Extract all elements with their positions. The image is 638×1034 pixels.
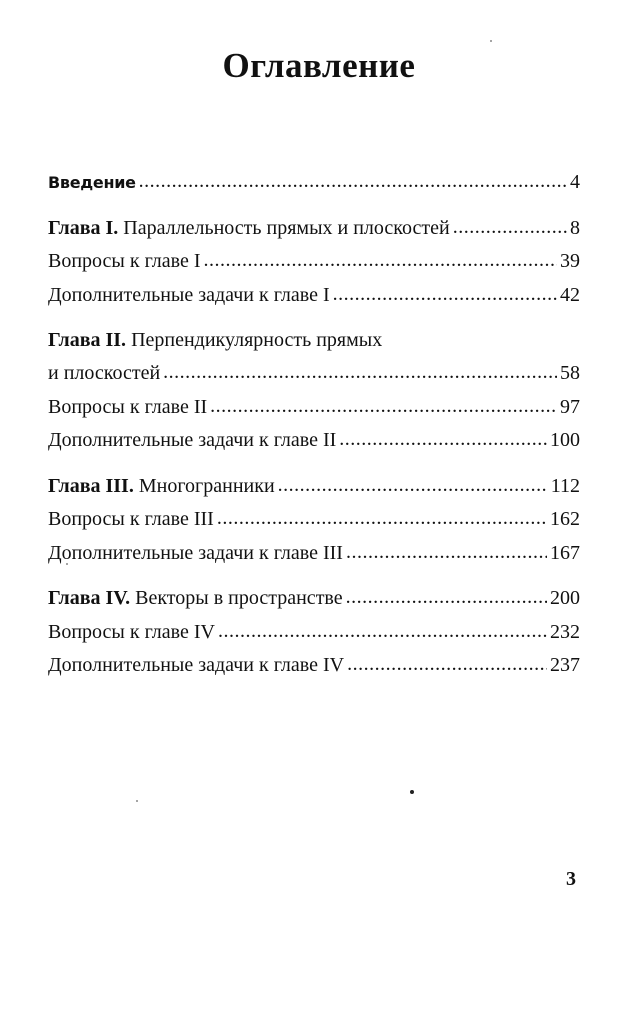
toc-page: 4 xyxy=(570,171,580,193)
toc-entry-chapter-1[interactable] xyxy=(48,212,580,246)
toc-label: Перпендикулярность прямых xyxy=(126,329,383,351)
toc-page: 39 xyxy=(560,250,580,272)
chapter-label: Глава IV. xyxy=(48,587,131,609)
toc-label: Вопросы к главе II xyxy=(48,395,208,418)
toc-label: Вопросы к главе I xyxy=(48,250,201,272)
page-title: Оглавление xyxy=(222,46,416,85)
page-number: 3 xyxy=(566,868,576,890)
toc-label: Вопросы к главе III xyxy=(48,508,214,530)
leader-dots xyxy=(218,615,547,649)
leader-dots xyxy=(217,502,547,536)
toc-label: Дополнительные задачи к главе IV xyxy=(48,654,345,676)
toc-page: 97 xyxy=(560,395,580,418)
leader-dots xyxy=(347,648,547,682)
toc-page: 162 xyxy=(550,508,580,530)
toc-entry-chapter-1-questions[interactable] xyxy=(48,245,580,279)
chapter-label: Глава II. xyxy=(48,329,127,351)
toc-entry-chapter-4-tasks[interactable] xyxy=(48,649,580,683)
leader-dots xyxy=(346,536,547,570)
toc-entry-chapter-3-tasks[interactable] xyxy=(48,537,580,571)
leader-dots xyxy=(163,356,557,390)
toc-page: 232 xyxy=(550,620,580,643)
toc-entry-chapter-2-questions[interactable] xyxy=(48,391,580,425)
scan-speck xyxy=(410,790,414,794)
toc-page: 167 xyxy=(550,541,580,564)
toc-entry-chapter-2-tasks[interactable] xyxy=(48,424,580,458)
leader-dots xyxy=(210,390,557,424)
toc-page: 100 xyxy=(550,429,580,451)
scan-speck xyxy=(66,563,68,565)
leader-dots xyxy=(278,469,548,503)
toc-label: Векторы в пространстве xyxy=(130,587,343,609)
leader-dots xyxy=(339,423,547,457)
toc-label: Параллельность прямых и плоскостей xyxy=(118,216,450,239)
toc-entry-chapter-4[interactable] xyxy=(48,582,580,616)
toc-label: Введение xyxy=(48,173,136,192)
toc-entry-chapter-3-questions[interactable] xyxy=(48,503,580,537)
chapter-label: Глава I. xyxy=(48,216,119,239)
toc-label-continued: и плоскостей xyxy=(48,362,161,384)
toc-entry-chapter-2[interactable] xyxy=(48,357,580,391)
leader-dots xyxy=(203,244,557,278)
toc-label: Дополнительные задачи к главе II xyxy=(48,429,337,451)
toc-entry-chapter-3[interactable] xyxy=(48,470,580,504)
leader-dots xyxy=(139,165,567,199)
toc-page: 112 xyxy=(550,474,580,497)
toc-page: 58 xyxy=(560,362,580,384)
toc-label: Дополнительные задачи к главе I xyxy=(48,283,330,306)
toc-entry-chapter-4-questions[interactable] xyxy=(48,616,580,650)
toc-entry-chapter-2-title[interactable] xyxy=(48,324,580,357)
toc-page: 8 xyxy=(570,216,580,239)
scan-speck xyxy=(136,800,138,802)
scan-speck xyxy=(490,40,492,42)
chapter-label: Глава III. xyxy=(48,474,134,497)
leader-dots xyxy=(346,581,547,615)
leader-dots xyxy=(333,278,557,312)
toc-page: 200 xyxy=(550,587,580,609)
table-of-contents xyxy=(48,166,580,683)
toc-label: Вопросы к главе IV xyxy=(48,620,215,643)
toc-label: Дополнительные задачи к главе III xyxy=(48,541,343,564)
toc-entry-chapter-1-tasks[interactable] xyxy=(48,279,580,313)
toc-page: 42 xyxy=(560,283,580,306)
leader-dots xyxy=(453,211,567,245)
toc-entry-intro[interactable] xyxy=(48,166,580,200)
toc-label: Многогранники xyxy=(133,474,275,497)
toc-page: 237 xyxy=(550,654,580,676)
